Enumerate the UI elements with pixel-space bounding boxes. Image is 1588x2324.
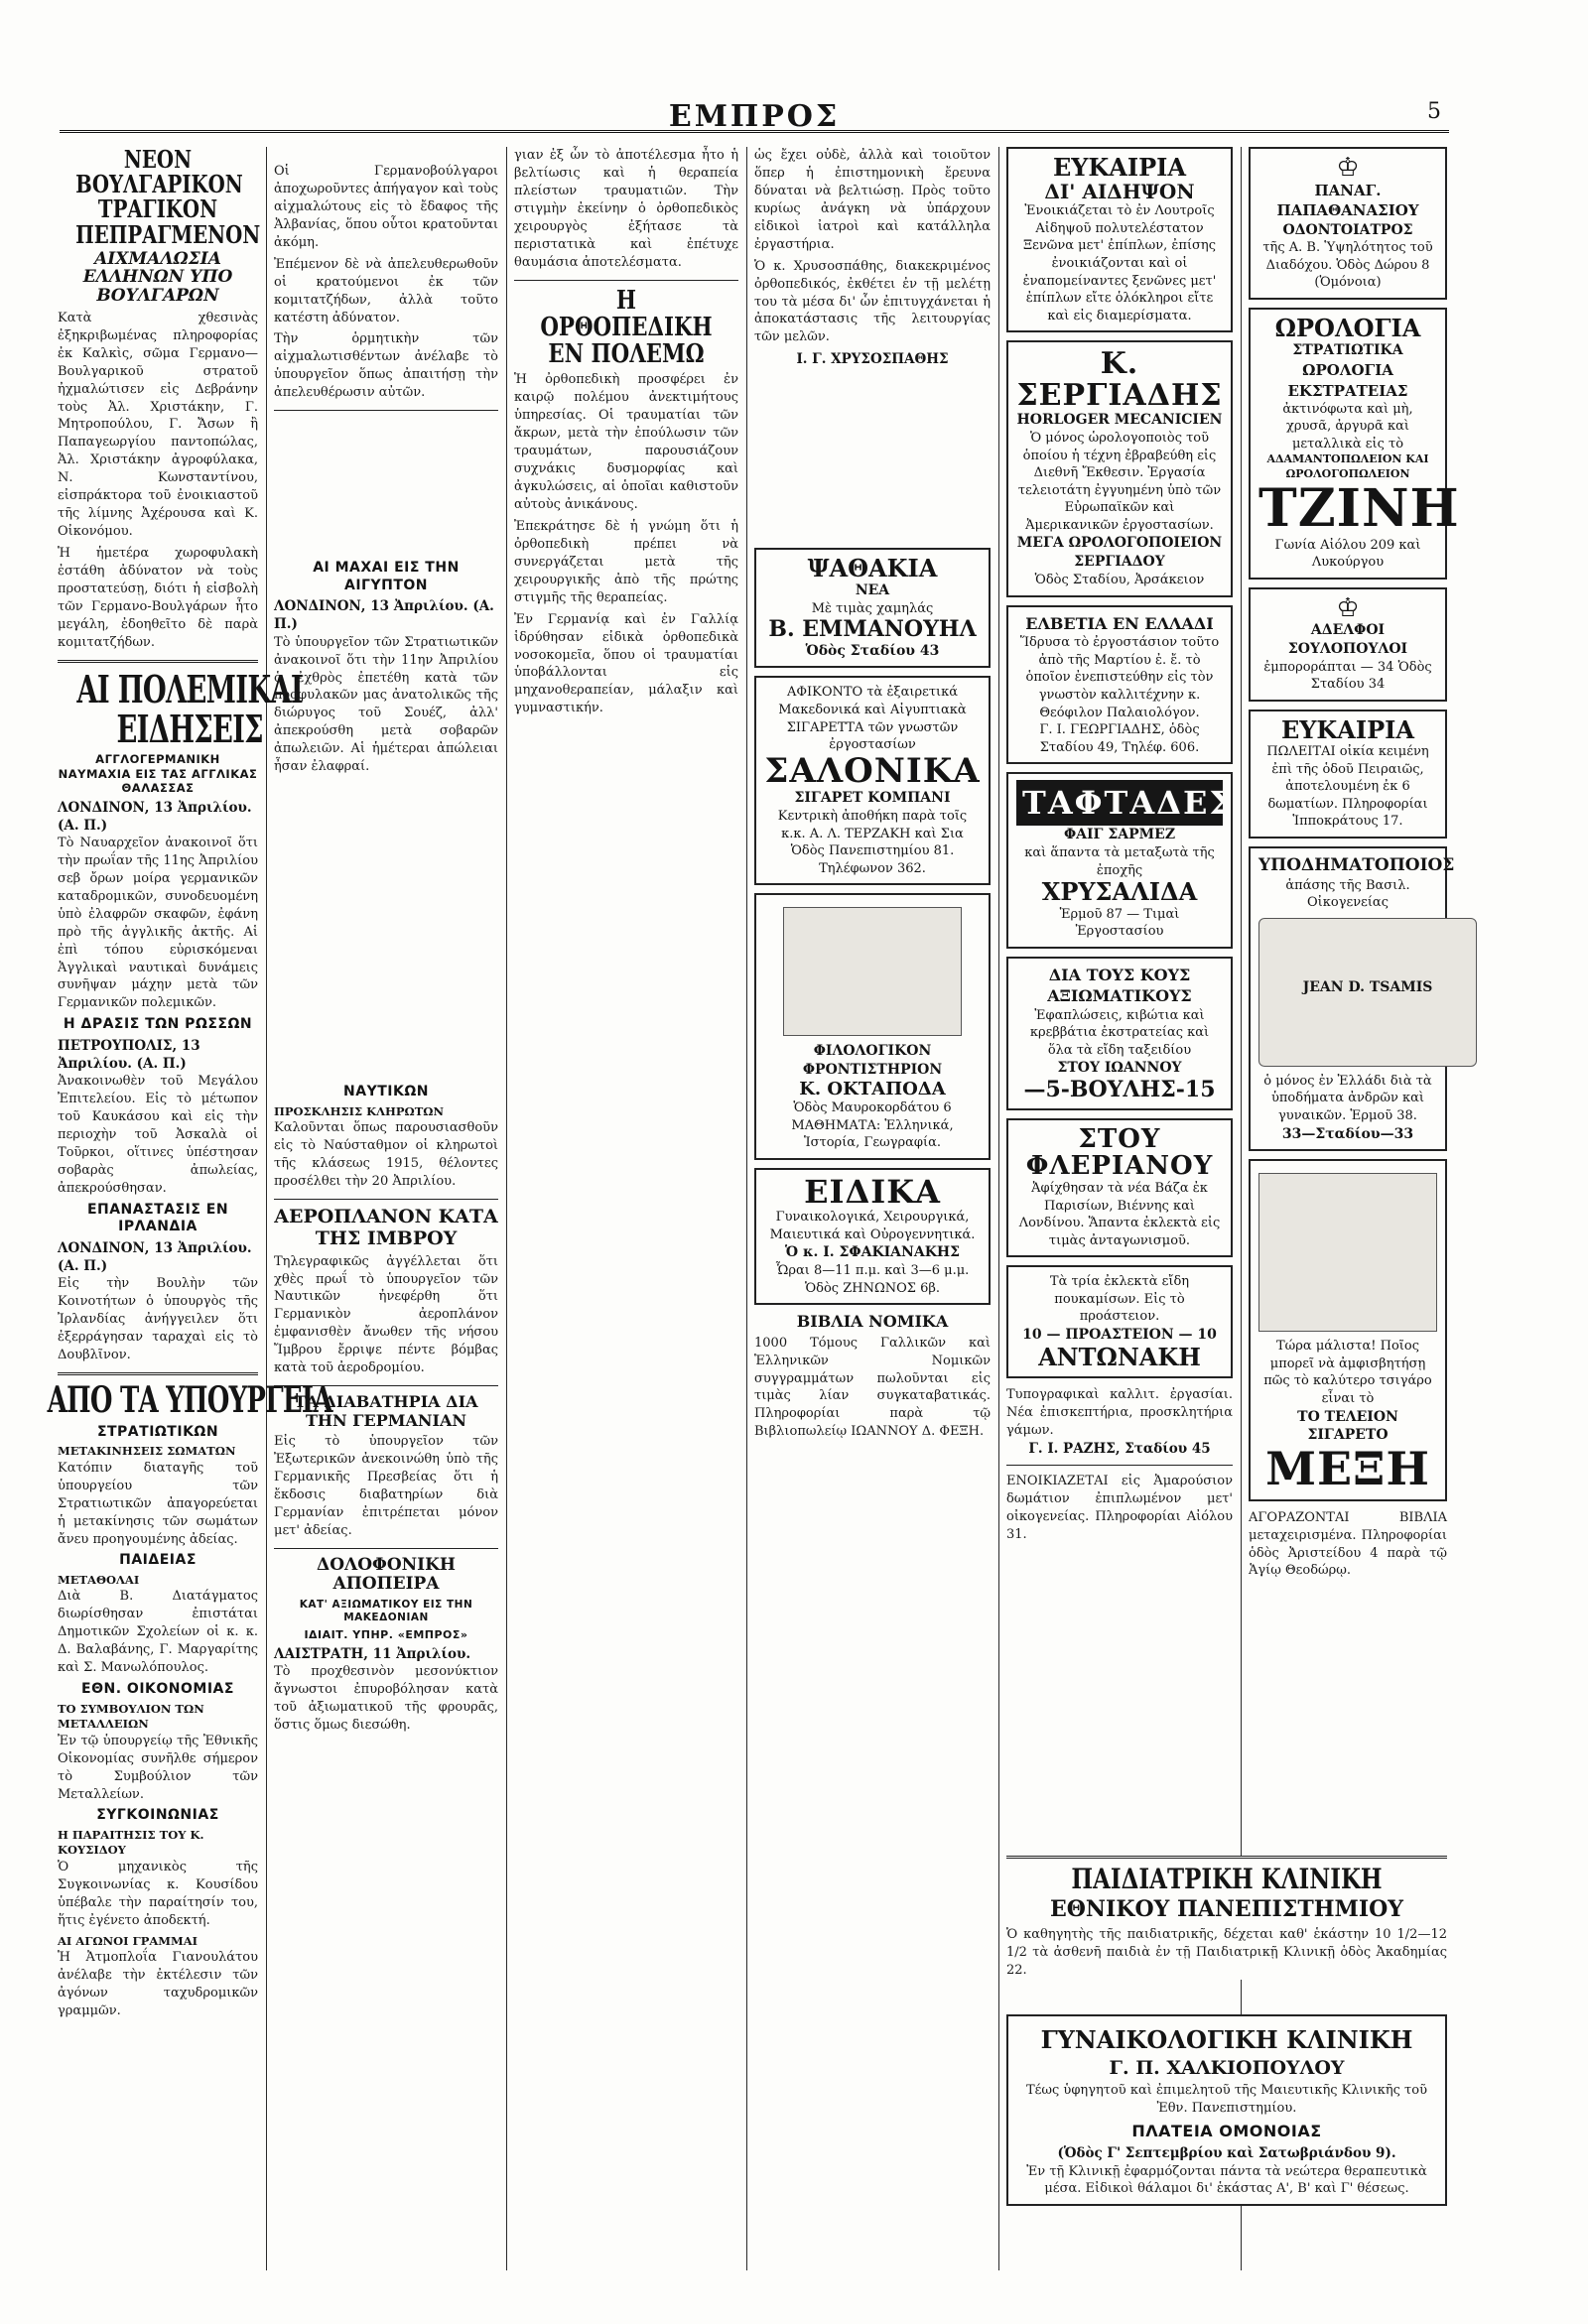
article-text: Διὰ Β. Διατάγματος διωρίσθησαν ἐπιστάται Δημοτικῶν Σχολείων οἱ κ. κ. Δ. Βαλαβάνης, Γ. Μαργαρίτης καὶ Σ. Μανωλόπουλος. (58, 1589, 258, 1676)
page-number: 5 (1427, 99, 1441, 124)
section-heading: ΕΠΑΝΑΣΤΑΣΙΣ ΕΝ ΙΡΛΑΝΔΙΑ (86, 1201, 229, 1235)
article-text: Ἐπεκράτησε δὲ ἡ γνώμη ὅτι ἡ ὀρθοπεδικὴ πρέπει νὰ συνεργάζεται μετὰ τῆς χειρουργικῆς ἀπὸ τῆς πρώτης στιγμῆς τῆς θεραπείας. (514, 518, 738, 605)
headline: ΑΕΡΟΠΛΑΝΟΝ ΚΑΤΑ ΤΗΣ ΙΜΒΡΟΥ (274, 1205, 498, 1249)
ad-merchant: ΤΖΙΝΗ (1258, 478, 1460, 540)
ad-text: ὁ μόνος ἐν Ἑλλάδι διὰ τὰ ὑποδήματα ἀνδρῶν καὶ γυναικῶν. Ἑρμοῦ 38. (1263, 1073, 1432, 1123)
ad-title: ΣΑΛΟΝΙΚΑ (764, 750, 981, 791)
article-text: Κατὰ χθεσινὰς ἐξηκριβωμένας πληροφορίας ἐκ Καλκὶς, σῶμα Γερμανο—Βουλγαρικοῦ στρατοῦ ἠχμαλώτισεν εἰς Δεβράνην τοὺς Ἀλ. Χριστάκην, Γ. Μητροπούλου, Γ. Ἄσων ἢ Παπαγεωργίου παντοπώλας, Ἀλ. Χριστάκην ἀγροφύλακα, Ν. Κωνσταντίνου, εἰσπράκτορα τοῦ ἐνοικιαστοῦ τῆς λίμνης Ἀχέρουσα καὶ Κ. Οἰκονόμου. (58, 310, 258, 540)
ad-text: ΠΩΛΕΙΤΑΙ οἰκία κειμένη ἐπὶ τῆς ὁδοῦ Πειραιῶς, ἀποτελουμένη ἐκ 6 δωματίων. Πληροφορίαι Ἱπποκράτους 17. (1266, 744, 1429, 830)
ad-text: ΜΑΘΗΜΑΤΑ: Ἑλληνικά, Ἱστορία, Γεωγραφία. (791, 1117, 954, 1151)
article-text: Τὸ Ναυαρχεῖον ἀνακοινοῖ ὅτι τὴν πρωΐαν τῆς 11ης Ἀπριλίου σεβ ὄρων μοίρα γερμανικῶν καταδρομικῶν, συνοδευομένη ὑπὸ ἐλαφρῶν σκαφῶν, ἐφάνη πρὸ τῆς ἀγγλικῆς ἀκτῆς. Αἱ ἐπὶ τόπου εὑρισκόμεναι Ἀγγλικαὶ ναυτικαὶ δυνάμεις συνῆψαν μάχην μετὰ τῶν Γερμανικῶν πολεμικῶν. (58, 835, 258, 1011)
ad-florianos (1006, 1118, 1233, 1258)
shirt-illustration (783, 907, 962, 1036)
ad-address: Ὧραι 8—11 π.μ. καὶ 3—6 μ.μ. Ὁδὸς ΖΗΝΩΝΟΣ 6β. (775, 1263, 970, 1296)
article-text: Καλοῦνται ὅπως παρουσιασθοῦν εἰς τὸ Ναύσταθμον οἱ κληρωτοὶ τῆς κλάσεως 1915, θέλοντες προσέλθει τὴν 20 Ἀπριλίου. (274, 1120, 498, 1189)
ad-text: Τέως ὑφηγητοῦ καὶ ἐπιμελητοῦ τῆς Μαιευτικῆς Κλινικῆς τοῦ Ἐθν. Πανεπιστημίου. (1026, 2083, 1427, 2117)
ad-merchant: Γ. Ι. ΡΑΖΗΣ, Σταδίου 45 (1028, 1441, 1211, 1458)
crown-icon: ♔ (1336, 153, 1360, 183)
article-text: Ἡ Ἀτμοπλοΐα Γιανουλάτου ἀνέλαβε τὴν ἐκτέλεσιν τῶν ἀγόνων ταχυδρομικῶν γραμμῶν. (58, 1950, 258, 2019)
ad-watches (1249, 308, 1460, 580)
column-2 (274, 147, 498, 2270)
ad-address: —5-ΒΟΥΛΗΣ-15 (1023, 1077, 1216, 1103)
ad-subtitle: ΦΑΙΓ ΣΑΡΜΕΖ (1063, 827, 1176, 843)
ad-address: Ὁδὸς Μαυροκορδάτου 6 (793, 1099, 952, 1115)
subsection: Η ΠΑΡΑΙΤΗΣΙΣ ΤΟΥ Κ. ΚΟΥΣΙΔΟΥ (58, 1827, 204, 1858)
headline: ΑΙ ΠΟΛΕΜΙΚΑΙ ΕΙΔΗΣΕΙΣ (76, 666, 303, 751)
ad-subtitle: ΔΙ' ΑΙΔΗΨΟΝ (1044, 180, 1195, 204)
headline: ΔΟΛΟΦΟΝΙΚΗ ΑΠΟΠΕΙΡΑ (317, 1554, 456, 1595)
ad-merchant: Β. ΕΜΜΑΝΟΥΗΛ (768, 616, 977, 643)
ad-text: Ἐνοικιάζεται τὸ ἐν Λουτροῖς Αἰδηψοῦ πολυτελέστατον Ξενῶνα μετ' ἐπίπλων, ἐπίσης ἐνοικιάζονται καὶ οἱ ἐναπομείναντες ξενῶνες μετ' ἐπίπλων εἴτε ὁλόκληροι εἴτε καὶ εἰς διαμερίσματα. (1022, 203, 1217, 323)
ad-address: ΠΛΑΤΕΙΑ ΟΜΟΝΟΙΑΣ (1131, 2122, 1322, 2141)
ad-specialist (754, 1168, 991, 1306)
ad-aidipsos (1006, 147, 1233, 332)
ad-straw-hats (754, 548, 991, 669)
ad-taffeta (1006, 772, 1233, 948)
ad-title: ΕΥΚΑΙΡΙΑ (1280, 714, 1415, 744)
ad-heading: ΩΡΟΛΟΓΙΑ ΕΚΣΤΡΑΤΕΙΑΣ (1287, 361, 1408, 400)
article-text: Ὁ μηχανικὸς τῆς Συγκοινωνίας κ. Κουσίδου ὑπέβαλε τὴν παραίτησίν του, ἥτις ἐγένετο ἀποδεκτή. (58, 1859, 258, 1928)
ad-text: Ἵδρυσα τὸ ἐργοστάσιον τοῦτο ἀπὸ τῆς Μαρτίου ἐ. ἔ. τὸ ὁποῖον ἐνεπιστεύθην εἰς τὸν γνωστὸν καλλιτέχνην κ. Θεόφιλον Παλαιολόγον. (1019, 635, 1220, 720)
article-text: ὡς ἔχει οὐδὲ, ἀλλὰ καὶ τοιοῦτον ὅπερ ἡ ἐπιστημονικὴ ἔρευνα δύναται νὰ βελτιώσῃ. Πρὸς τοῦτο κυρίως ἀνάγκη νὰ ὑπάρχουν εἰδικοὶ ἰατροὶ καὶ κατάλληλα ἐργαστήρια. (754, 148, 991, 252)
article-orthopedics (514, 285, 738, 718)
ad-address: Ὁδὸς Σταδίου 43 (805, 642, 940, 659)
ad-text: τῆς Α. Β. Ὑψηλότητος τοῦ Διαδόχου. Ὁδὸς Δώρου 8 (Ὁμόνοια) (1262, 240, 1433, 291)
ad-law-books (754, 1313, 991, 1441)
ad-salonica-cigarettes (754, 676, 991, 885)
ad-subtitle: ΤΟ ΤΕΛΕΙΟΝ ΣΙΓΑΡΕΤΟ (1297, 1408, 1398, 1444)
ad-antonakis (1006, 1265, 1233, 1378)
article-continued (754, 147, 991, 369)
ad-text: Μὲ τιμὰς χαμηλάς (811, 600, 934, 616)
section-heading: Η ΔΡΑΣΙΣ ΤΩΝ ΡΩΣΣΩΝ (63, 1016, 253, 1033)
ad-title: ΨΑΘΑΚΙΑ (807, 553, 938, 582)
ad-opportunity (1249, 710, 1447, 839)
ministries-section (47, 1378, 332, 2020)
ad-text: ΕΝΟΙΚΙΑΖΕΤΑΙ εἰς Ἀμαρούσιον δωμάτιον ἐπιπλωμένον μετ' οἰκογενείας. Πληροφορίαι Αἰόλου 31. (1006, 1474, 1233, 1543)
ad-title: ΜΕΞΗ (1265, 1442, 1430, 1496)
ad-address: Ὁδὸς Σταδίου, Ἀρσάκειον (1034, 573, 1205, 588)
article-text: Εἰς τὴν Βουλὴν τῶν Κοινοτήτων ὁ ὑπουργὸς τῆς Ἰρλανδίας ἀνήγγειλεν ὅτι ἐξερράγησαν ταραχαὶ εἰς τὸ Δουβλῖνον. (58, 1276, 258, 1363)
ad-title: ΔΙΑ ΤΟΥΣ ΚΟΥΣ ΑΞΙΩΜΑΤΙΚΟΥΣ (1047, 965, 1192, 1006)
ad-text: Ἐν τῇ Κλινικῇ ἐφαρμόζονται πάντα τὰ νεώτερα θεραπευτικὰ μέσα. Εἰδικοὶ θάλαμοι δι' ἑκάστας Α', Β' καὶ Γ' θέσεως. (1026, 2163, 1427, 2197)
ad-subtitle: ΟΔΟΝΤΟΙΑΤΡΟΣ (1282, 221, 1413, 238)
ad-printing (1006, 1386, 1233, 1544)
ad-subtitle: 10 — ΠΡΟΑΣΤΕΙΟΝ — 10 (1022, 1326, 1217, 1343)
ad-books (1249, 1509, 1447, 1581)
section-heading: ΣΥΓΚΟΙΝΩΝΙΑΣ (96, 1807, 219, 1824)
byline: ΙΔΙΑΙΤ. ΥΠΗΡ. «ΕΜΠΡΟΣ» (304, 1627, 468, 1641)
ad-address: Ἑρμοῦ 87 — Τιμαὶ Ἐργοστασίου (1059, 906, 1180, 940)
ad-title: ΥΠΟΔΗΜΑΤΟΠΟΙΟΣ (1258, 854, 1455, 875)
section-heading: ΣΤΡΑΤΙΩΤΙΚΩΝ (96, 1423, 219, 1440)
ad-text: καὶ ἅπαντα τὰ μεταξωτὰ τῆς ἐποχῆς (1024, 845, 1215, 878)
article-continued (514, 147, 738, 272)
ad-text: Ὁ μόνος ὡρολογοποιὸς τοῦ ὁποίου ἡ τέχνη ἐβραβεύθη εἰς Διεθνῆ Ἔκθεσιν. Ἐργασία τελειοτάτη ἐγγυημένη ὑπὸ τῶν Εὐρωπαϊκῶν καὶ Ἀμερικανικῶν ἐργοστασίων. (1017, 431, 1222, 533)
ad-switzerland (1006, 605, 1233, 764)
subheadline: ΑΓΓΛΟΓΕΡΜΑΝΙΚΗ ΝΑΥΜΑΧΙΑ ΕΙΣ ΤΑΣ ΑΓΓΛΙΚΑΣ ΘΑΛΑΣΣΑΣ (58, 752, 258, 796)
ad-dentist (1249, 147, 1447, 300)
article-airplane (274, 1207, 498, 1377)
ad-merchant: Ὁ κ. Ι. ΣΦΑΚΙΑΝΑΚΗΣ (785, 1244, 960, 1261)
ad-tutoring (754, 893, 991, 1159)
ad-address: Γ. Ι. ΓΕΩΡΓΙΑΔΗΣ, ὁδὸς Σταδίου 49, Τηλέφ. 606. (1039, 722, 1200, 755)
ad-heading: ΑΔΑΜΑΝΤΟΠΩΛΕΙΟΝ ΚΑΙ ΩΡΟΛΟΓΟΠΩΛΕΙΟΝ (1266, 452, 1429, 481)
ad-title: ΕΙΔΙΚΑ (804, 1172, 941, 1211)
section-heading: ΝΑΥΤΙΚΩΝ (343, 1084, 429, 1100)
ad-text: Τὰ τρία ἐκλεκτὰ εἴδη πουκαμίσων. Εἰς τὸ προάστειον. (1049, 1274, 1190, 1325)
column-1 (47, 145, 332, 2270)
ad-title: ΑΔΕΛΦΟΙ ΣΟΥΛΟΠΟΥΛΟΙ (1287, 621, 1408, 657)
ad-pediatric-clinic (1006, 1856, 1447, 1980)
ad-address: Γωνία Αἰόλου 209 καὶ Λυκούργου (1274, 537, 1421, 571)
ad-merchant: Γ. Π. ΧΑΛΚΙΟΠΟΥΛΟΥ (1109, 2056, 1345, 2079)
article-attempt (274, 1556, 498, 1735)
dateline: ΛΟΝΔΙΝΟΝ, 13 Ἀπριλίου. (Α. Π.) (274, 598, 494, 633)
article-text: Τηλεγραφικῶς ἀγγέλλεται ὅτι χθὲς πρωΐ τὸ ὑπουργεῖον τῶν Ναυτικῶν ἠνεφέρθη ὅτι Γερμανικὸν ἀεροπλάνον ἐμφανισθὲν ἄνωθεν τῆς νήσου Ἴμβρου ἔρριψε πέντε βόμβας κατὰ τοῦ ἀεροδρομίου. (274, 1253, 498, 1376)
article-text: Ἐν Γερμανίᾳ καὶ ἐν Γαλλίᾳ ἱδρύθησαν εἰδικὰ ὀρθοπεδικὰ νοσοκομεῖα, ὅπου οἱ τραυματίαι ὑποβάλλονται εἰς μηχανοθεραπείαν, μάλαξιν καὶ γυμναστικήν. (514, 611, 738, 716)
medal-illustration (1258, 918, 1477, 1067)
ad-text: ἀκτινόφωτα καὶ μὴ, χρυσᾶ, ἀργυρᾶ καὶ μεταλλικὰ εἰς τὸ (1282, 401, 1413, 452)
ad-mexi-cigarettes (1249, 1159, 1447, 1500)
ad-title: Κ. ΣΕΡΓΙΑΔΗΣ (1016, 346, 1223, 413)
ad-watchmaker (1006, 340, 1233, 597)
subsection: ΑΙ ΑΓΩΝΟΙ ΓΡΑΜΜΑΙ (58, 1933, 198, 1948)
article-text: Ἐπέμενον δὲ νὰ ἀπελευθερωθοῦν οἱ κρατούμενοι ἐκ τῶν κομιτατζήδων, ἀλλὰ τοῦτο κατέστη ἀδύνατον. (274, 256, 498, 325)
ad-text: ΑΓΟΡΑΖΟΝΤΑΙ ΒΙΒΛΙΑ μεταχειρισμένα. Πληροφορίαι ὁδὸς Ἀριστείδου 4 παρὰ τῷ Ἁγίῳ Θεοδώρῳ. (1249, 1509, 1447, 1579)
ad-title: ΣΤΟΥ ΦΛΕΡΙΑΝΟΥ (1025, 1123, 1214, 1181)
dateline: ΠΕΤΡΟΥΠΟΛΙΣ, 13 Ἀπριλίου. (Α. Π.) (58, 1037, 200, 1073)
ad-subtitle: ΣΙΓΑΡΕΤ ΚΟΜΠΑΝΙ (794, 790, 951, 807)
subsection: ΤΟ ΣΥΜΒΟΥΛΙΟΝ ΤΩΝ ΜΕΤΑΛΛΕΙΩΝ (58, 1701, 204, 1732)
ad-text: Ὁ καθηγητὴς τῆς παιδιατρικῆς, δέχεται καθ' ἑκάστην 10 1/2—12 1/2 τὰ ἀσθενῆ παιδιὰ ἐν τῇ Παιδιατρικῇ Κλινικῇ ὁδὸς Ἀκαδημίας 22. (1006, 1926, 1447, 1978)
ad-officers (1006, 957, 1233, 1110)
article-text: Οἱ Γερμανοβούλγαροι ἀποχωροῦντες ἀπήγαγον καὶ τοὺς αἰχμαλώτους εἰς τὸ ἔδαφος τῆς Ἀλβανίας, ὅπου οὗτοι κρατοῦνται ἀκόμη. (274, 164, 498, 250)
people-illustration (1258, 1173, 1437, 1332)
newspaper-title: ΕΜΠΡΟΣ (668, 99, 841, 134)
ad-text: 1000 Τόμους Γαλλικῶν καὶ Ἑλληνικῶν Νομικῶν συγγραμμάτων πωλοῦνται εἰς τιμὰς λίαν συγκαταβατικάς. Πληροφορίαι παρὰ τῷ Βιβλιοπωλείῳ ΙΩΑΝΝΟΥ Δ. ΦΕΞΗ. (754, 1335, 991, 1440)
crown-icon: ♔ (1336, 592, 1360, 623)
ad-tailors (1249, 587, 1447, 702)
ad-text: Γυναικολογικά, Χειρουργικά, Μαιευτικά καὶ Οὐρογεννητικά. (769, 1210, 976, 1242)
column-3 (514, 147, 738, 2270)
ad-address: Κεντρικὴ ἀποθήκη παρὰ τοῖς κ.κ. Α. Λ. ΤΕΡΖΑΚΗ καὶ Σια Ὁδὸς Πανεπιστημίου 81. Τηλέφωνον 362. (777, 809, 968, 876)
dateline: ΛΟΝΔΙΝΟΝ, 13 Ἀπριλίου. (Α. Π.) (58, 799, 252, 834)
ad-merchant: ΧΡΥΣΑΛΙΔΑ (1041, 877, 1198, 907)
ad-title: ΦΙΛΟΛΟΓΙΚΟΝ ΦΡΟΝΤΙΣΤΗΡΙΟΝ (802, 1043, 943, 1079)
subsection: ΠΡΟΣΚΛΗΣΙΣ ΚΛΗΡΩΤΩΝ (274, 1103, 445, 1118)
ad-title: ΓΥΝΑΙΚΟΛΟΓΙΚΗ ΚΛΙΝΙΚΗ (1040, 2025, 1413, 2054)
headline: ΤΑ ΔΙΑΒΑΤΗΡΙΑ ΔΙΑ ΤΗΝ ΓΕΡΜΑΝΙΑΝ (294, 1392, 478, 1430)
ad-title: ΠΑΙΔΙΑΤΡΙΚΗ ΚΛΙΝΙΚΗ (1071, 1863, 1383, 1895)
ad-merchant: ΜΕΓΑ ΩΡΟΛΟΓΟΠΟΙΕΙΟΝ ΣΕΡΓΙΑΔΟΥ (1016, 535, 1223, 571)
headline: ΝΕΟΝ ΒΟΥΛΓΑΡΙΚΟΝ ΤΡΑΓΙΚΟΝ ΠΕΠΡΑΓΜΕΝΟΝ (75, 145, 261, 249)
article-text: γιαν ἐξ ὧν τὸ ἀποτέλεσμα ἦτο ἡ βελτίωσις καὶ ἡ θεραπεία πλείστων τραυματιῶν. Τὴν στιγμὴν ἐκείνην ὁ ὀρθοπεδικὸς χειρουργὸς ἐξήτασε τὰ περιστατικὰ καὶ ἐπέτυχε θαυμάσια ἀποτελέσματα. (514, 148, 738, 270)
ad-title: ΤΑΦΤΑΔΕΣ (1016, 780, 1223, 826)
ad-subtitle: HORLOGER MECANICIEN (1016, 412, 1223, 429)
article-passports (274, 1393, 498, 1539)
ad-gynecology-clinic (1006, 2014, 1447, 2206)
headline: Η ΟΡΘΟΠΕΔΙΚΗ ΕΝ ΠΟΛΕΜΩ (540, 285, 713, 370)
article-text: Τὴν ὁρμητικὴν τῶν αἰχμαλωτισθέντων ἀνέλαβε τὸ ὑπουργεῖον ὅπως ἀπαιτήσῃ τὴν ἀπελευθέρωσιν αὐτῶν. (274, 331, 498, 401)
article-war-news (58, 666, 303, 1364)
column-4 (754, 147, 991, 2270)
ad-merchant: ΣΤΟΥ ΙΩΑΝΝΟΥ (1057, 1060, 1182, 1077)
section-heading: ΕΘΝ. ΟΙΚΟΝΟΜΙΑΣ (81, 1681, 234, 1698)
subheadline: ΚΑΤ' ΑΞΙΩΜΑΤΙΚΟΥ ΕΙΣ ΤΗΝ ΜΑΚΕΔΟΝΙΑΝ (299, 1598, 473, 1623)
ad-text: Τυπογραφικαὶ καλλιτ. ἐργασίαι. Νέα ἐπισκεπτήρια, προσκλητήρια γάμων. (1006, 1387, 1233, 1439)
ad-text: ἐμποροράπται — 34 Ὁδὸς Σταδίου 34 (1263, 659, 1432, 693)
ad-text: Τώρα μάλιστα! Ποῖος μπορεῖ νὰ ἀμφισβητήσῃ πῶς τὸ καλύτερο τσιγάρο εἶναι τὸ (1263, 1339, 1432, 1407)
ad-subtitle: ΕΘΝΙΚΟΥ ΠΑΝΕΠΙΣΤΗΜΙΟΥ (1050, 1896, 1403, 1923)
ad-text: Ἀφίχθησαν τὰ νέα Βάζα ἐκ Παρισίων, Βιέννης καὶ Λονδίνου. Ἅπαντα ἐκλεκτὰ εἰς τιμὰς ἀνταγωνισμοῦ. (1018, 1181, 1221, 1248)
ad-title: ΒΙΒΛΙΑ ΝΟΜΙΚΑ (796, 1312, 949, 1332)
article-egypt (274, 560, 498, 776)
article-text: Κατόπιν διαταγῆς τοῦ ὑπουργείου τῶν Στρατιωτικῶν ἀπαγορεύεται ἡ μετακίνησις τῶν σωμάτων ἄνευ προηγουμένης ἀδείας. (58, 1460, 258, 1547)
ad-shoemaker (1249, 846, 1455, 1152)
subheadline: ΑΙΧΜΑΛΩΣΙΑ ΕΛΛΗΝΩΝ ΥΠΟ ΒΟΥΛΓΑΡΩΝ (82, 248, 233, 307)
ad-title: ΑΝΤΩΝΑΚΗ (1038, 1342, 1201, 1371)
dateline: ΛΟΝΔΙΝΟΝ, 13 Ἀπριλίου. (Α. Π.) (58, 1239, 252, 1275)
section-heading: ΑΙ ΜΑΧΑΙ ΕΙΣ ΤΗΝ ΑΙΓΥΠΤΟΝ (313, 560, 460, 593)
masthead (60, 99, 1449, 133)
signature: Ι. Γ. ΧΡΥΣΟΣΠΑΘΗΣ (796, 351, 949, 368)
article-text: Ἀνακοινωθὲν τοῦ Μεγάλου Ἐπιτελείου. Εἰς τὸ μέτωπον τοῦ Καυκάσου καὶ εἰς τὴν περιοχὴν τοῦ Ἀσκαλὰ οἱ Τοῦρκοι, οἵτινες ὑπέστησαν σοβαρὰς ἀπωλείας, ἀπεκρούσθησαν. (58, 1074, 258, 1196)
section-heading: ΠΑΙΔΕΙΑΣ (119, 1552, 197, 1569)
article-text: Τὸ ὑπουργεῖον τῶν Στρατιωτικῶν ἀνακοινοῖ ὅτι τὴν 11ην Ἀπριλίου ὁ ἐχθρὸς ἐπετέθη κατὰ τῶν προφυλακῶν μας ἀνατολικῶς τῆς διώρυγος τοῦ Σουέζ, ἀλλ' ἀπεκρούσθη μετὰ σοβαρῶν ἀπωλειῶν. Αἱ ἡμέτεραι ἀπώλειαι ἦσαν ἐλαφραί. (274, 634, 498, 775)
ad-title: ΠΑΝΑΓ. ΠΑΠΑΘΑΝΑΣΙΟΥ (1276, 182, 1419, 220)
ad-text: Ἐφαπλώσεις, κιβώτια καὶ κρεββάτια ἐκστρατείας καὶ ὅλα τὰ εἴδη ταξειδίου (1029, 1007, 1210, 1058)
article-text: Ἡ ὀρθοπεδικὴ προσφέρει ἐν καιρῷ πολέμου ἀνεκτιμήτους ὑπηρεσίας. Οἱ τραυματίαι τῶν ἄκρων, μετὰ τὴν ἐπούλωσιν τῶν τραυμάτων, παρουσιάζουν συχνάκις δυσμορφίας καὶ ἀγκυλώσεις, αἱ ὁποῖαι καθιστοῦν αὐτοὺς ἀνικάνους. (514, 372, 738, 513)
headline: ΑΠΟ ΤΑ ΥΠΟΥΡΓΕΙΑ (47, 1378, 332, 1421)
ad-subtitle: ἁπάσης τῆς Βασιλ. Οἰκογενείας (1285, 877, 1410, 911)
naval-section (274, 1084, 498, 1191)
article-text: Εἰς τὸ ὑπουργεῖον τῶν Ἐξωτερικῶν ἀνεκοινώθη ὑπὸ τῆς Γερμανικῆς Πρεσβείας ὅτι ἡ ἔκδοσις διαβατηρίων διὰ Γερμανίαν ἐπιτρέπεται μόνον μετ' ἀδείας. (274, 1433, 498, 1538)
ad-title: ΩΡΟΛΟΓΙΑ (1274, 314, 1421, 343)
ad-title: ΕΥΚΑΙΡΙΑ (1052, 153, 1187, 182)
ad-merchant: Κ. ΟΚΤΑΠΟΔΑ (799, 1079, 946, 1100)
ad-subtitle: ΣΤΡΑΤΙΩΤΙΚΑ (1292, 342, 1403, 359)
subsection: ΜΕΤΑΘΟΛΑΙ (58, 1572, 140, 1587)
article-text: Τὸ προχθεσινὸν μεσονύκτιον ἄγνωστοι ἐπυροβόλησαν κατὰ τοῦ ἀξιωματικοῦ τῆς φρουρᾶς, ὅστις ὅμως διεσώθη. (274, 1663, 498, 1733)
ad-subtitle: ΝΕΑ (855, 581, 890, 598)
ad-text: ΑΦΙΚΟΝΤΟ τὰ ἐξαιρετικά Μακεδονικά καὶ Αἰγυπτιακὰ ΣΙΓΑΡΕΤΤΑ τῶν γνωστῶν ἐργοστασίων (778, 685, 967, 753)
ad-address-detail: (Ὁδὸς Γ' Σεπτεμβρίου καὶ Σατωβριάνδου 9). (1057, 2145, 1396, 2162)
article-continued (274, 163, 498, 402)
article-bulgarian (58, 145, 261, 652)
subsection: ΜΕΤΑΚΙΝΗΣΕΙΣ ΣΩΜΑΤΩΝ (58, 1444, 236, 1459)
medal-brand: JEAN D. TSAMIS (1302, 978, 1433, 995)
article-text: Ἡ ἡμετέρα χωροφυλακὴ ἐστάθη ἀδύνατον νὰ τοὺς προστατεύσῃ, διότι ἡ εἰσβολὴ τῶν Γερμανο-Βουλγάρων ἦτο μεγάλη, ἐδοηθεῖτο δὲ παρὰ κομιτατζήδων. (58, 546, 258, 650)
article-text: Ἐν τῷ ὑπουργείῳ τῆς Ἐθνικῆς Οἰκονομίας συνῆλθε σήμερον τὸ Συμβούλιον τῶν Μεταλλείων. (58, 1733, 258, 1802)
article-text: Ὁ κ. Χρυσοσπάθης, διακεκριμένος ὀρθοπεδικός, ἐκθέτει ἐν τῇ μελέτῃ του τὰ μέσα δι' ὧν ἐπιτυγχάνεται ἡ ἀποκατάστασις τῆς λειτουργίας τῶν μελῶν. (754, 258, 991, 345)
ad-title: ΕΛΒΕΤΙΑ ΕΝ ΕΛΛΑΔΙ (1025, 613, 1214, 633)
dateline: ΛΑΙΣΤΡΑΤΗ, 11 Ἀπριλίου. (274, 1645, 471, 1662)
ad-address: 33—Σταδίου—33 (1281, 1125, 1414, 1142)
